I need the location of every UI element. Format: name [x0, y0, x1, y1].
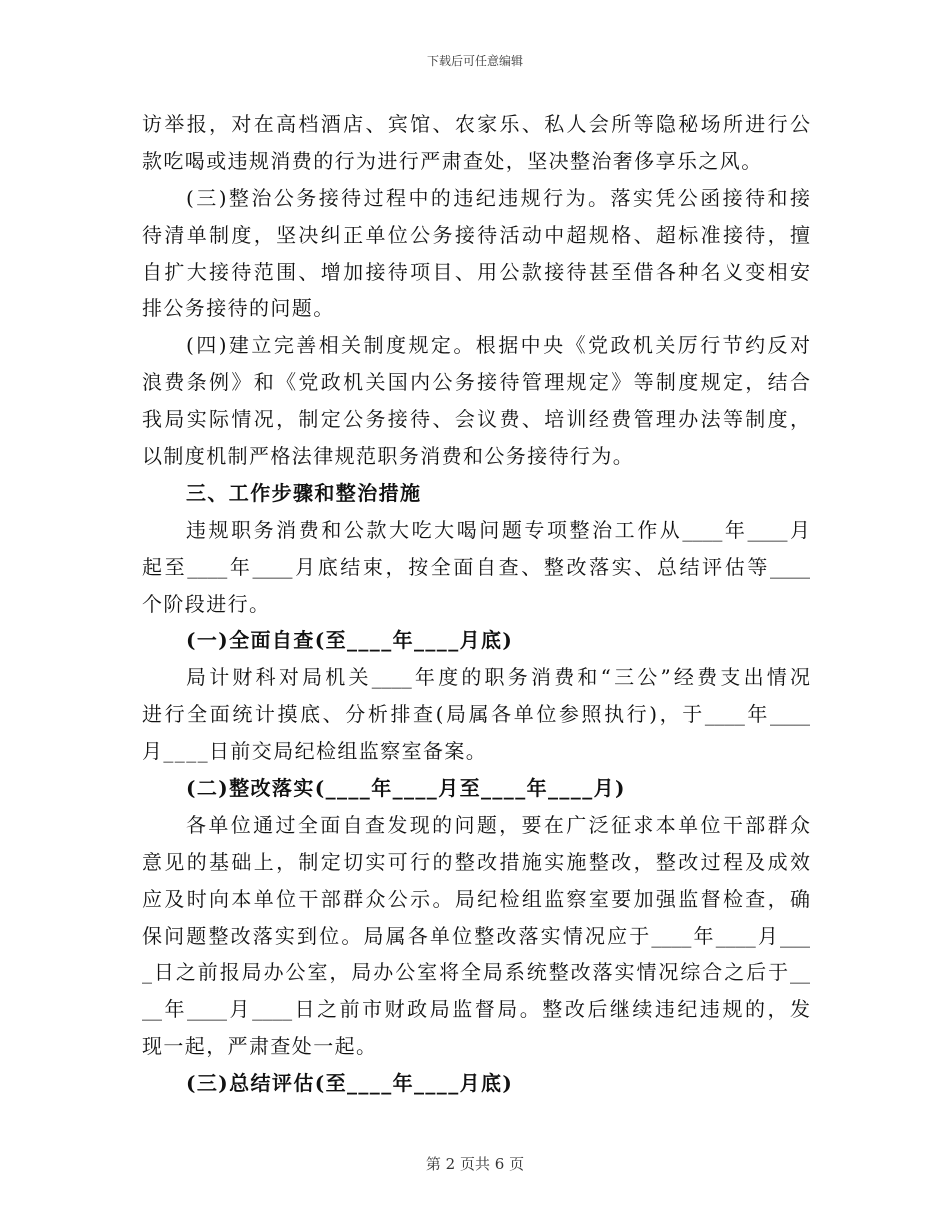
body-text-line: 我局实际情况，制定公务接待、会议费、培训经费管理办法等制度， [142, 407, 810, 432]
body-text-line: 起至____年____月底结束，按全面自查、整改落实、总结评估等____ [142, 554, 810, 579]
body-text-line: 以制度机制严格法律规范职务消费和公务接待行为。 [142, 444, 635, 469]
body-text-line: _日之前报局办公室，局办公室将全局系统整改落实情况综合之后于__ [142, 960, 810, 985]
section-heading: (三)总结评估(至____年____月底) [186, 1071, 514, 1096]
body-text-line: 款吃喝或违规消费的行为进行严肃查处，坚决整治奢侈享乐之风。 [142, 148, 763, 173]
body-text-line: (四)建立完善相关制度规定。根据中央《党政机关厉行节约反对 [186, 333, 810, 358]
body-text-line: 违规职务消费和公款大吃大喝问题专项整治工作从____年____月 [186, 517, 810, 542]
body-text-line: 自扩大接待范围、增加接待项目、用公款接待甚至借各种名义变相安 [142, 259, 810, 284]
body-text-line: 意见的基础上，制定切实可行的整改措施实施整改，整改过程及成效 [142, 849, 810, 874]
body-text-line: 进行全面统计摸底、分析排查(局属各单位参照执行)，于____年____ [142, 702, 810, 727]
body-text-line: 应及时向本单位干部群众公示。局纪检组监察室要加强监督检查，确 [142, 886, 810, 911]
section-heading: (二)整改落实(____年____月至____年____月) [186, 776, 626, 801]
body-text-line: 各单位通过全面自查发现的问题，要在广泛征求本单位干部群众 [186, 812, 810, 837]
page-header: 下载后可任意编辑 [426, 54, 523, 68]
document-body [142, 106, 810, 1102]
body-text-line: 排公务接待的问题。 [142, 296, 335, 321]
body-text-line: __年____月____日之前市财政局监督局。整改后继续违纪违规的，发 [142, 997, 810, 1022]
page-footer: 第 2 页共 6 页 [425, 1155, 525, 1173]
body-text-line: 月____日前交局纪检组监察室备案。 [142, 739, 488, 764]
body-text-line: 浪费条例》和《党政机关国内公务接待管理规定》等制度规定，结合 [142, 370, 810, 395]
body-text-line: 局计财科对局机关____年度的职务消费和“三公”经费支出情况 [186, 665, 810, 690]
body-text-line: 现一起，严肃查处一起。 [142, 1034, 378, 1059]
body-text-line: (三)整治公务接待过程中的违纪违规行为。落实凭公函接待和接 [186, 185, 810, 210]
section-heading: 三、工作步骤和整治措施 [186, 480, 422, 505]
body-text-line: 待清单制度，坚决纠正单位公务接待活动中超规格、超标准接待，擅 [142, 222, 810, 247]
body-text-line: 访举报，对在高档酒店、宾馆、农家乐、私人会所等隐秘场所进行公 [142, 112, 810, 136]
body-text-line: 个阶段进行。 [142, 591, 271, 616]
body-text-line: 保问题整改落实到位。局属各单位整改落实情况应于____年____月___ [142, 923, 810, 948]
section-heading: (一)全面自查(至____年____月底) [186, 628, 514, 653]
